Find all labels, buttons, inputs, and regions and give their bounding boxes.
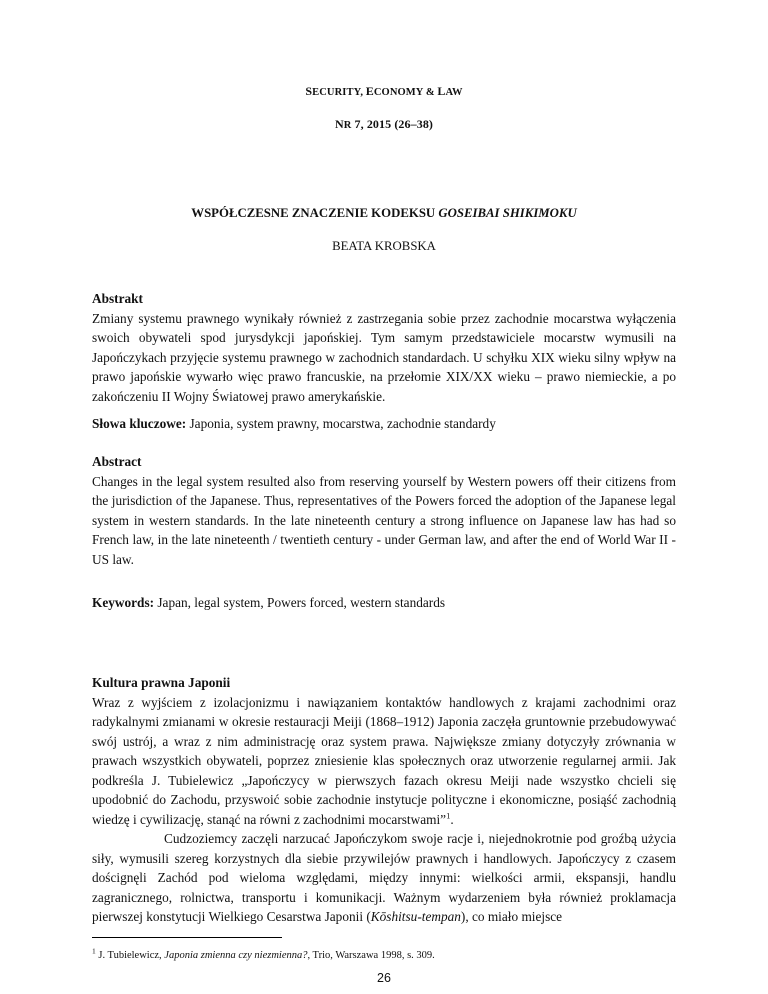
journal-text: S	[305, 84, 313, 98]
article-title	[0, 206, 768, 221]
journal-text: E	[365, 84, 374, 98]
author-name: BEATA KROBSKA	[332, 239, 436, 253]
footnote-title: Japonia zmienna czy niezmienna?	[164, 950, 308, 961]
keywords-pl-text: Japonia, system prawny, mocarstwa, zachodnie standardy	[186, 416, 496, 431]
paragraph-end: .	[450, 811, 454, 827]
journal-text: ECURITY	[312, 87, 361, 98]
abstract-en	[92, 452, 676, 569]
issue-text: 7, 2015 (26–38)	[351, 117, 434, 131]
paragraph	[92, 693, 676, 830]
footnote-rest: , Trio, Warszawa 1998, s. 309.	[307, 950, 435, 961]
paragraph-text: ), co miało miejsce	[460, 909, 563, 924]
paragraph-italic: Kōshitsu-tempan	[370, 909, 461, 924]
journal-text: L	[437, 84, 446, 98]
paragraph-text: Cudzoziemcy zaczęli narzucać Japończykom swoje racje i, niejednokrotnie pod groźbą użycia siły, wymusili szereg korzystnych dla siebie przywilejów prawnych i handlowych. Japończycy z czasem doścignęli Zachód pod wieloma względami, między innymi: wielkości armii, ekspansji, handlu zagranicznego, rolnictwa, transportu i komunikacji. Ważnym wydarzeniem była również proklamacja pierwszej konstytucji Wielkiego Cesarstwa Japonii (	[92, 831, 676, 924]
abstract-en-heading: Abstract	[92, 454, 142, 469]
issue-text: R	[343, 120, 352, 131]
keywords-pl-label: Słowa kluczowe:	[92, 416, 187, 431]
issue-text: N	[334, 117, 344, 131]
journal-issue	[0, 117, 768, 132]
abstract-en-text: Changes in the legal system resulted also from reserving yourself by Western powers off their citizens from the jurisdiction of the Japanese. Thus, representatives of the Powers forced the adoption of the Japanese legal system in western standards. In the late nineteenth century a strong influence on Japanese law has had so French law, in the late nineteenth / twentieth century - under German law, and after the end of World War II - US law.	[92, 473, 676, 567]
journal-text: ,	[360, 87, 366, 98]
keywords-en-text: Japan, legal system, Powers forced, western standards	[154, 595, 446, 610]
abstract-pl	[92, 289, 676, 406]
section-heading: Kultura prawna Japonii	[92, 675, 231, 690]
paragraph-text: Wraz z wyjściem z izolacjonizmu i nawiązaniem kontaktów handlowych z krajami zachodnimi oraz radykalnymi zmianami w okresie restauracji Meiji (1868–1912) Japonia zaczęła gruntownie przebudowywać swój ustrój, a wraz z nim administrację oraz system prawa. Największe zmiany dotyczyły zrównania w prawach wszystkich obywateli, poprzez zniesienie klas społecznych oraz utworzenie regularnej armii. Jak podkreśla J. Tubielewicz „Japończycy w pierwszych fazach okresu Meiji nade wszystko chcieli się upodobnić do Zachodu, przyswoić sobie zachodnie instytucje polityczne i ekonomiczne, posiąść zachodnią wiedzę i cywilizację, stanąć na równi z zachodnimi mocarstwami”	[92, 694, 676, 827]
title-italic: GOSEIBAI SHIKIMOKU	[438, 206, 577, 220]
footnote-divider	[92, 937, 282, 938]
footnote-ref[interactable]: 1	[446, 810, 451, 821]
footnote-author: J. Tubielewicz,	[95, 950, 165, 961]
journal-text: &	[423, 87, 438, 98]
journal-text: CONOMY	[373, 87, 424, 98]
keywords-pl	[92, 414, 676, 434]
paragraph	[92, 829, 676, 927]
journal-text: AW	[445, 87, 463, 98]
page-number: 26	[377, 971, 391, 985]
keywords-en-label: Keywords:	[92, 595, 155, 610]
footnote-marker: 1	[92, 946, 96, 956]
title-main: WSPÓŁCZESNE ZNACZENIE KODEKSU	[191, 206, 439, 220]
footnote	[92, 946, 692, 962]
section-body	[92, 673, 676, 927]
journal-name	[0, 84, 768, 99]
abstract-pl-heading: Abstrakt	[92, 291, 143, 306]
abstract-pl-text: Zmiany systemu prawnego wynikały również z zastrzegania sobie przez zachodnie mocarstwa wyłączenia swoich obywateli spod jurysdykcji japońskiej. Tym samym przedstawiciele mocarstw wymusili na Japończykach przyjęcie systemu prawnego w zachodnich standardach. U schyłku XIX wieku silny wpływ na prawo japońskie wywarło więc prawo francuskie, na przełomie XIX/XX wieku – prawo niemieckie, a po zakończeniu II Wojny Światowej prawo amerykańskie.	[92, 310, 676, 404]
keywords-en	[92, 593, 676, 613]
